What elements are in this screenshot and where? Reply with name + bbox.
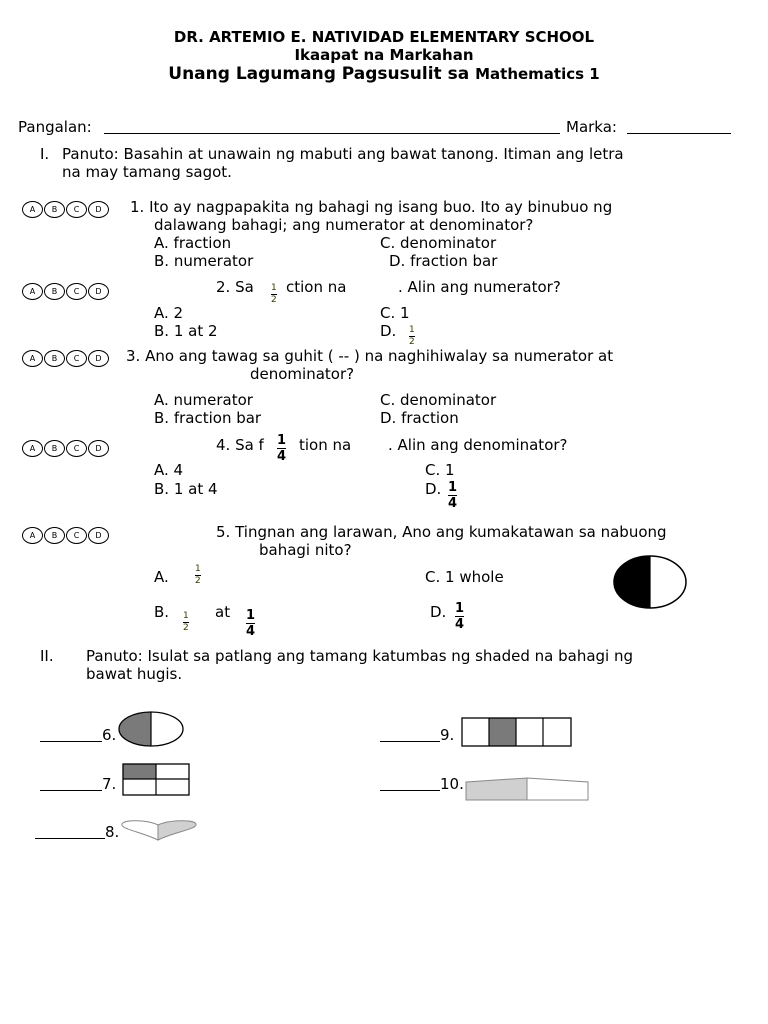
bubble-c[interactable]: C	[66, 201, 87, 218]
answer-blank-7[interactable]	[40, 790, 102, 791]
q5-option-b: B.	[154, 603, 170, 621]
q4-fraction-numerator: 1	[277, 433, 287, 448]
q5-half-shaded-circle	[612, 554, 692, 610]
q1-option-d: D. fraction bar	[389, 252, 498, 270]
answer-blank-10[interactable]	[380, 790, 440, 791]
q5-answer-bubbles	[22, 527, 109, 544]
q4-option-a: A. 4	[154, 461, 184, 479]
item6-half-circle-shape	[118, 711, 186, 749]
q5-line2: bahagi nito?	[259, 541, 352, 559]
item10-half-bar-shape	[465, 776, 591, 802]
answer-blank-9[interactable]	[380, 741, 440, 742]
q5-d-numerator: 1	[455, 601, 465, 616]
q4-suffix: . Alin ang denominator?	[388, 436, 568, 454]
q5-option-b-fraction2	[246, 609, 255, 638]
bubble-c[interactable]: C	[66, 440, 87, 457]
q2-d-denominator: 2	[409, 337, 415, 347]
q2-fraction-denominator: 2	[271, 295, 277, 305]
q4-option-b: B. 1 at 4	[154, 480, 218, 498]
q3-answer-bubbles	[22, 350, 109, 367]
q5-option-b-at: at	[215, 603, 231, 621]
q5-a-numerator: 1	[195, 564, 201, 574]
bubble-d[interactable]: D	[88, 350, 109, 367]
name-label: Pangalan:	[18, 118, 92, 136]
part1-number: I.	[40, 145, 50, 163]
q4-d-numerator: 1	[448, 480, 458, 495]
test-title-text: Unang Lagumang Pagsusulit sa	[168, 64, 470, 84]
score-label: Marka:	[566, 118, 617, 136]
score-field[interactable]	[627, 133, 731, 134]
q2-option-c: C. 1	[380, 304, 410, 322]
q2-answer-bubbles	[22, 283, 109, 300]
q4-answer-bubbles	[22, 440, 109, 457]
part2-number: II.	[40, 647, 54, 665]
bubble-a[interactable]: A	[22, 527, 43, 544]
item-number-10: 10.	[440, 775, 464, 793]
q2-option-d: D.	[380, 322, 397, 340]
q4-fraction-denominator: 4	[277, 449, 287, 464]
bubble-d[interactable]: D	[88, 440, 109, 457]
q5-option-a-fraction	[195, 565, 201, 586]
quarter-label: Ikaapat na Markahan	[294, 46, 474, 64]
q4-middle: tion na	[299, 436, 352, 454]
q3-option-d: D. fraction	[380, 409, 459, 427]
q5-b-numerator: 1	[183, 611, 189, 621]
bubble-c[interactable]: C	[66, 527, 87, 544]
q5-b2-denominator: 4	[246, 624, 256, 639]
q3-option-b: B. fraction bar	[154, 409, 262, 427]
q1-line1: 1. Ito ay nagpapakita ng bahagi ng isang buo. Ito ay binubuo ng	[130, 198, 613, 216]
q5-option-a: A.	[154, 568, 169, 586]
bubble-d[interactable]: D	[88, 527, 109, 544]
bubble-b[interactable]: B	[44, 350, 65, 367]
q1-answer-bubbles	[22, 201, 109, 218]
part2-instruction-line1: Panuto: Isulat sa patlang ang tamang katumbas ng shaded na bahagi ng	[86, 647, 634, 665]
q1-option-c: C. denominator	[380, 234, 497, 252]
item-number-9: 9.	[440, 726, 455, 744]
q2-option-b: B. 1 at 2	[154, 322, 218, 340]
bubble-a[interactable]: A	[22, 440, 43, 457]
q4-d-denominator: 4	[448, 496, 458, 511]
q3-option-c: C. denominator	[380, 391, 497, 409]
test-title	[0, 64, 768, 84]
q2-middle: ction na	[286, 278, 347, 296]
bubble-c[interactable]: C	[66, 283, 87, 300]
bubble-d[interactable]: D	[88, 201, 109, 218]
q5-d-denominator: 4	[455, 617, 465, 632]
q3-option-a: A. numerator	[154, 391, 253, 409]
q5-option-d: D.	[430, 603, 447, 621]
item-number-6: 6.	[102, 726, 117, 744]
q5-a-denominator: 2	[195, 576, 201, 586]
part1-instruction-line2: na may tamang sagot.	[62, 163, 232, 181]
q1-option-b: B. numerator	[154, 252, 254, 270]
q1-option-a: A. fraction	[154, 234, 232, 252]
bubble-a[interactable]: A	[22, 283, 43, 300]
subject-label: Mathematics 1	[475, 65, 600, 83]
q4-option-d: D.	[425, 480, 442, 498]
school-name: DR. ARTEMIO E. NATIVIDAD ELEMENTARY SCHOOL	[173, 28, 595, 46]
q2-d-numerator: 1	[409, 325, 415, 335]
bubble-c[interactable]: C	[66, 350, 87, 367]
bubble-b[interactable]: B	[44, 440, 65, 457]
q5-b-denominator: 2	[183, 623, 189, 633]
bubble-b[interactable]: B	[44, 527, 65, 544]
q5-line1: 5. Tingnan ang larawan, Ano ang kumakatawan sa nabuong	[216, 523, 667, 541]
q5-option-b-fraction1	[183, 612, 189, 633]
item8-heart-shape	[118, 819, 200, 843]
answer-blank-6[interactable]	[40, 741, 102, 742]
item-number-7: 7.	[102, 775, 117, 793]
item-number-8: 8.	[105, 823, 120, 841]
bubble-b[interactable]: B	[44, 283, 65, 300]
part1-instruction-line1: Panuto: Basahin at unawain ng mabuti ang bawat tanong. Itiman ang letra	[62, 145, 624, 163]
q2-option-a: A. 2	[154, 304, 184, 322]
q4-fraction	[277, 434, 286, 463]
q3-line1: 3. Ano ang tawag sa guhit ( -- ) na naghihiwalay sa numerator at	[126, 347, 614, 365]
q2-suffix: . Alin ang numerator?	[398, 278, 561, 296]
answer-blank-8[interactable]	[35, 838, 105, 839]
q4-prefix: 4. Sa f	[216, 436, 264, 454]
bubble-a[interactable]: A	[22, 201, 43, 218]
q3-line2: denominator?	[250, 365, 355, 383]
part2-instruction-line2: bawat hugis.	[86, 665, 183, 683]
bubble-d[interactable]: D	[88, 283, 109, 300]
q2-fraction	[271, 284, 277, 305]
q1-line2: dalawang bahagi; ang numerator at denominator?	[154, 216, 534, 234]
q4-option-d-fraction	[448, 481, 457, 510]
name-field[interactable]	[104, 133, 560, 134]
q5-option-d-fraction	[455, 602, 464, 631]
item9-four-part-bar-shape	[461, 717, 573, 749]
item7-quarter-grid-shape	[122, 763, 190, 797]
q4-option-c: C. 1	[425, 461, 455, 479]
q2-fraction-numerator: 1	[271, 283, 277, 293]
q5-b2-numerator: 1	[246, 608, 256, 623]
bubble-b[interactable]: B	[44, 201, 65, 218]
bubble-a[interactable]: A	[22, 350, 43, 367]
q2-prefix: 2. Sa	[216, 278, 254, 296]
q5-option-c: C. 1 whole	[425, 568, 504, 586]
q2-option-d-fraction	[409, 326, 415, 347]
